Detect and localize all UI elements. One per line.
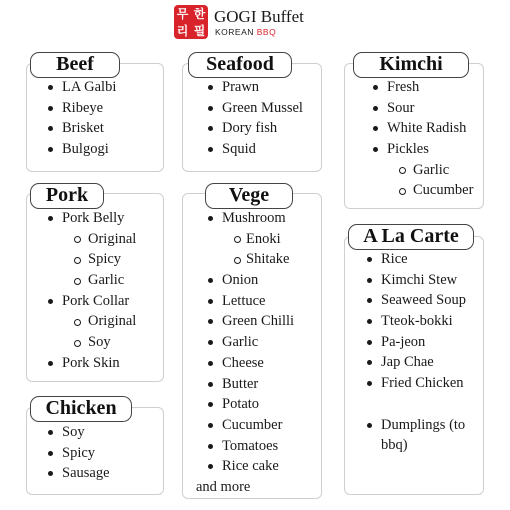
list-item: Tteok-bokki [367,311,479,332]
restaurant-header [174,5,334,39]
logo-char: 한 [193,6,206,21]
list-subitem: Cucumber [373,180,473,201]
beef-title: Beef [30,52,120,78]
list-item: Tomatoes [208,436,294,457]
list-item: Ribeye [48,98,116,119]
list-item: Pork Skin [48,353,136,374]
list-item: Green Mussel [208,98,303,119]
list-subitem: Soy [48,332,136,353]
vege-title: Vege [205,183,293,209]
chicken-list [48,422,110,484]
list-item: Seaweed Soup [367,290,479,311]
logo-char: 리 [176,23,189,38]
list-item: Sausage [48,463,110,484]
brand-name: GOGI Buffet [214,7,304,26]
list-item: Mushroom [208,208,294,229]
list-item: Squid [208,139,303,160]
list-item: Cucumber [208,415,294,436]
beef-list [48,77,116,160]
list-subitem: Enoki [208,229,294,250]
kimchi-title: Kimchi [353,52,469,78]
chicken-title: Chicken [30,396,132,422]
list-item: Pork Collar [48,291,136,312]
logo-char: 무 [176,6,189,21]
list-item: Onion [208,270,294,291]
list-item: LA Galbi [48,77,116,98]
list-item: Kimchi Stew [367,270,479,291]
list-item: Pa-jeon [367,332,479,353]
kimchi-list [373,77,473,201]
list-item: Pork Belly [48,208,136,229]
vege-list [196,208,295,498]
list-item: Green Chilli [208,311,294,332]
brand-subtitle [215,27,276,37]
list-subitem: Garlic [48,270,136,291]
list-item: White Radish [373,118,473,139]
seafood-title: Seafood [188,52,292,78]
list-spacer [367,394,479,415]
list-item: Brisket [48,118,116,139]
restaurant-logo-icon [174,5,208,39]
list-item: Rice cake [208,456,294,477]
list-item: Fresh [373,77,473,98]
list-item: Bulgogi [48,139,116,160]
list-subitem: Spicy [48,249,136,270]
brand-subtitle-bbq: BBQ [256,27,277,37]
list-subitem: Garlic [373,160,473,181]
list-subitem: Shitake [208,249,294,270]
pork-title: Pork [30,183,104,209]
list-subitem: Original [48,311,136,332]
list-item: Potato [208,394,294,415]
list-item: Butter [208,374,294,395]
alacarte-list [367,249,479,456]
list-item: Pickles [373,139,473,160]
list-subitem: Original [48,229,136,250]
list-item: Jap Chae [367,352,479,373]
list-item: Soy [48,422,110,443]
logo-char: 필 [193,23,206,38]
list-item: Spicy [48,443,110,464]
alacarte-title: A La Carte [348,224,474,250]
vege-footer: and more [196,478,251,495]
list-item: Rice [367,249,479,270]
brand-subtitle-korean: KOREAN [215,27,257,37]
seafood-list [208,77,303,160]
list-item: Dory fish [208,118,303,139]
list-item: Lettuce [208,291,294,312]
list-item: Dumplings (to bbq) [367,415,479,456]
list-item: Fried Chicken [367,373,479,394]
pork-list [48,208,136,374]
list-item: Garlic [208,332,294,353]
list-item: Sour [373,98,473,119]
list-item: Prawn [208,77,303,98]
list-item: Cheese [208,353,294,374]
